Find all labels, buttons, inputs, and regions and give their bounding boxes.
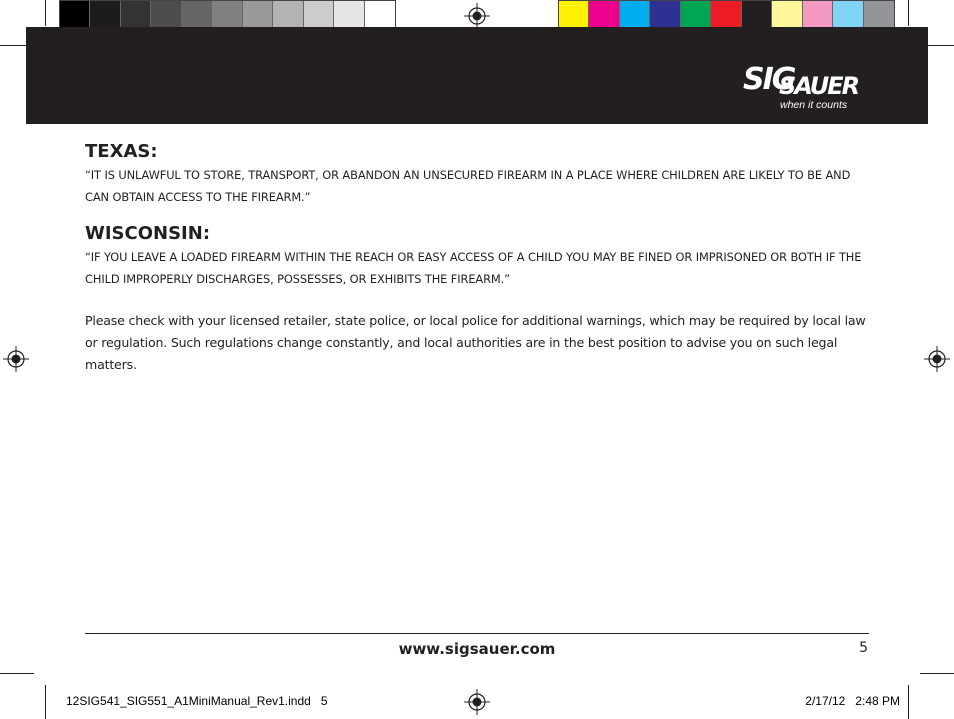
crop-mark [928,45,954,46]
section-quote: “IF YOU LEAVE A LOADED FIREARM WITHIN THE REACH OR EASY ACCESS OF A CHILD YOU MAY BE FINED OR IMPRISONED OR BOTH IF THE CHILD IMPROPERLY DISCHARGES, POSSESSES, OR EXHIBITS THE FIREARM.” [85,250,862,286]
logo-tagline: when it counts [780,99,848,111]
sig-sauer-logo [743,63,868,113]
legal-notice: Please check with your licensed retailer, state police, or local police for additional warnings, which may be required by local law or regulation. Such regulations change constantly, and local authorities are in the best position to advise you on such legal matters. [85,313,866,372]
registration-mark-icon [464,3,490,29]
registration-mark-icon [464,689,490,715]
footer-url: www.sigsauer.com [398,640,556,658]
crop-mark [920,673,954,674]
crop-mark [45,685,46,719]
registration-mark-icon [3,346,29,372]
crop-mark [908,0,909,26]
logo-sauer-text: SAUER [779,72,859,100]
page-content [85,140,875,376]
section-heading: TEXAS: [85,141,158,162]
page-number: 5 [859,640,868,656]
registration-mark-icon [924,346,950,372]
footer-rule [85,633,869,634]
crop-mark [0,673,34,674]
section-heading: WISCONSIN: [85,223,211,244]
section-texas [85,140,875,208]
slug-file-name: 12SIG541_SIG551_A1MiniManual_Rev1.indd 5 [66,694,328,708]
crop-mark [0,45,26,46]
section-quote: “IT IS UNLAWFUL TO STORE, TRANSPORT, OR ABANDON AN UNSECURED FIREARM IN A PLACE WHERE CHILDREN ARE LIKELY TO BE AND CAN OBTAIN ACCESS TO THE FIREARM.” [85,168,851,204]
header-band [26,27,928,124]
slug-date-time: 2/17/12 2:48 PM [805,694,900,708]
crop-mark [45,0,46,26]
crop-mark [908,685,909,719]
logo-sig-text: SIG [743,62,795,97]
section-wisconsin [85,222,875,290]
